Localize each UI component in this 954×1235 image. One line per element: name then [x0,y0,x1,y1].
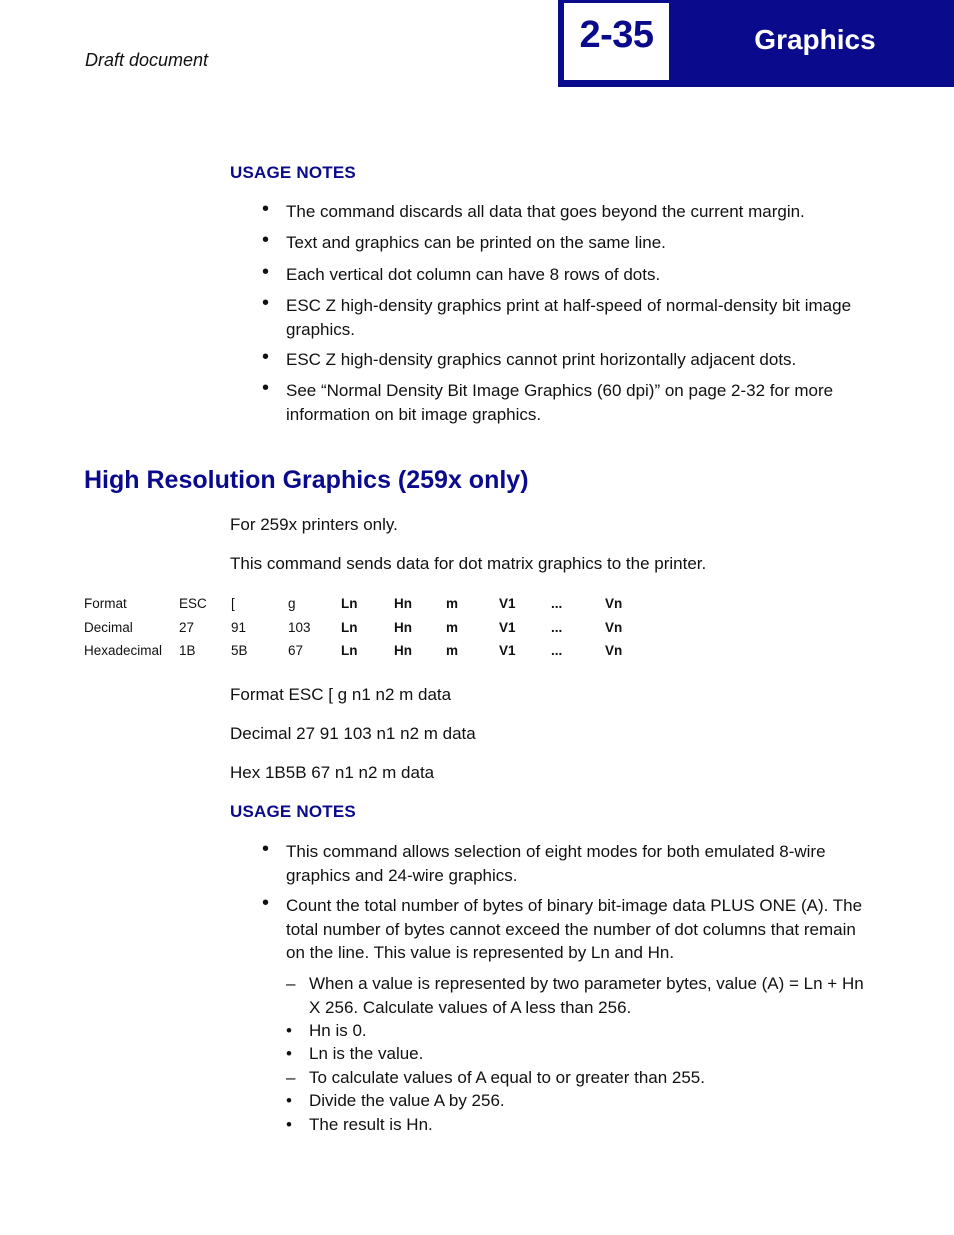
table-cell: Hn [394,596,412,612]
bullet-icon: • [262,229,270,251]
table-cell: Ln [341,619,358,635]
bullet-icon: • [262,892,270,914]
usage-notes-title: USAGE NOTES [230,802,356,821]
table-cell: ... [551,643,563,659]
table-cell: Vn [605,619,623,635]
table-cell: m [446,596,459,612]
table-cell: Hn [394,643,412,659]
table-cell: 67 [288,643,304,659]
table-cell: Hn [394,619,412,635]
table-cell: Decimal [84,619,133,635]
intro-text: This command sends data for dot matrix graphics to the printer. [230,554,707,573]
table-cell: ... [551,619,563,635]
bullet-icon: • [262,377,270,399]
table-row [84,616,645,640]
table-cell: 91 [231,619,247,635]
section-heading: High Resolution Graphics (259x only) [84,466,529,494]
table-cell: V1 [499,643,516,659]
draft-label: Draft document [85,50,209,70]
table-cell: 27 [179,619,195,635]
format-line: Format ESC [ g n1 n2 m data [230,685,452,704]
table-cell: Format [84,596,127,612]
intro-text: For 259x printers only. [230,515,398,534]
table-cell: Hexadecimal [84,643,163,659]
table-cell: ESC [179,596,207,612]
table-cell: V1 [499,619,516,635]
usage-notes-title: USAGE NOTES [230,163,356,182]
table-cell: m [446,643,459,659]
table-cell: m [446,619,459,635]
command-table [84,592,645,663]
decimal-line: Decimal 27 91 103 n1 n2 m data [230,724,476,743]
table-row [84,639,645,663]
table-cell: 1B [179,643,196,659]
chapter-title: Graphics [754,24,876,55]
bullet-icon: • [262,261,270,283]
bullet-icon: • [262,198,270,220]
page-number: 2-35 [579,14,654,56]
table-cell: Ln [341,596,358,612]
table-cell: 103 [288,619,311,635]
table-cell: 5B [231,643,248,659]
bullet-icon: • [262,346,270,368]
table-cell: Vn [605,596,623,612]
hex-line: Hex 1B5B 67 n1 n2 m data [230,763,435,782]
table-cell: Vn [605,643,623,659]
table-cell: [ [231,596,235,612]
table-cell: ... [551,596,563,612]
table-cell: g [288,596,296,612]
bullet-icon: • [262,838,270,860]
table-cell: V1 [499,596,516,612]
table-row [84,592,645,616]
bullet-icon: • [262,292,270,314]
table-cell: Ln [341,643,358,659]
